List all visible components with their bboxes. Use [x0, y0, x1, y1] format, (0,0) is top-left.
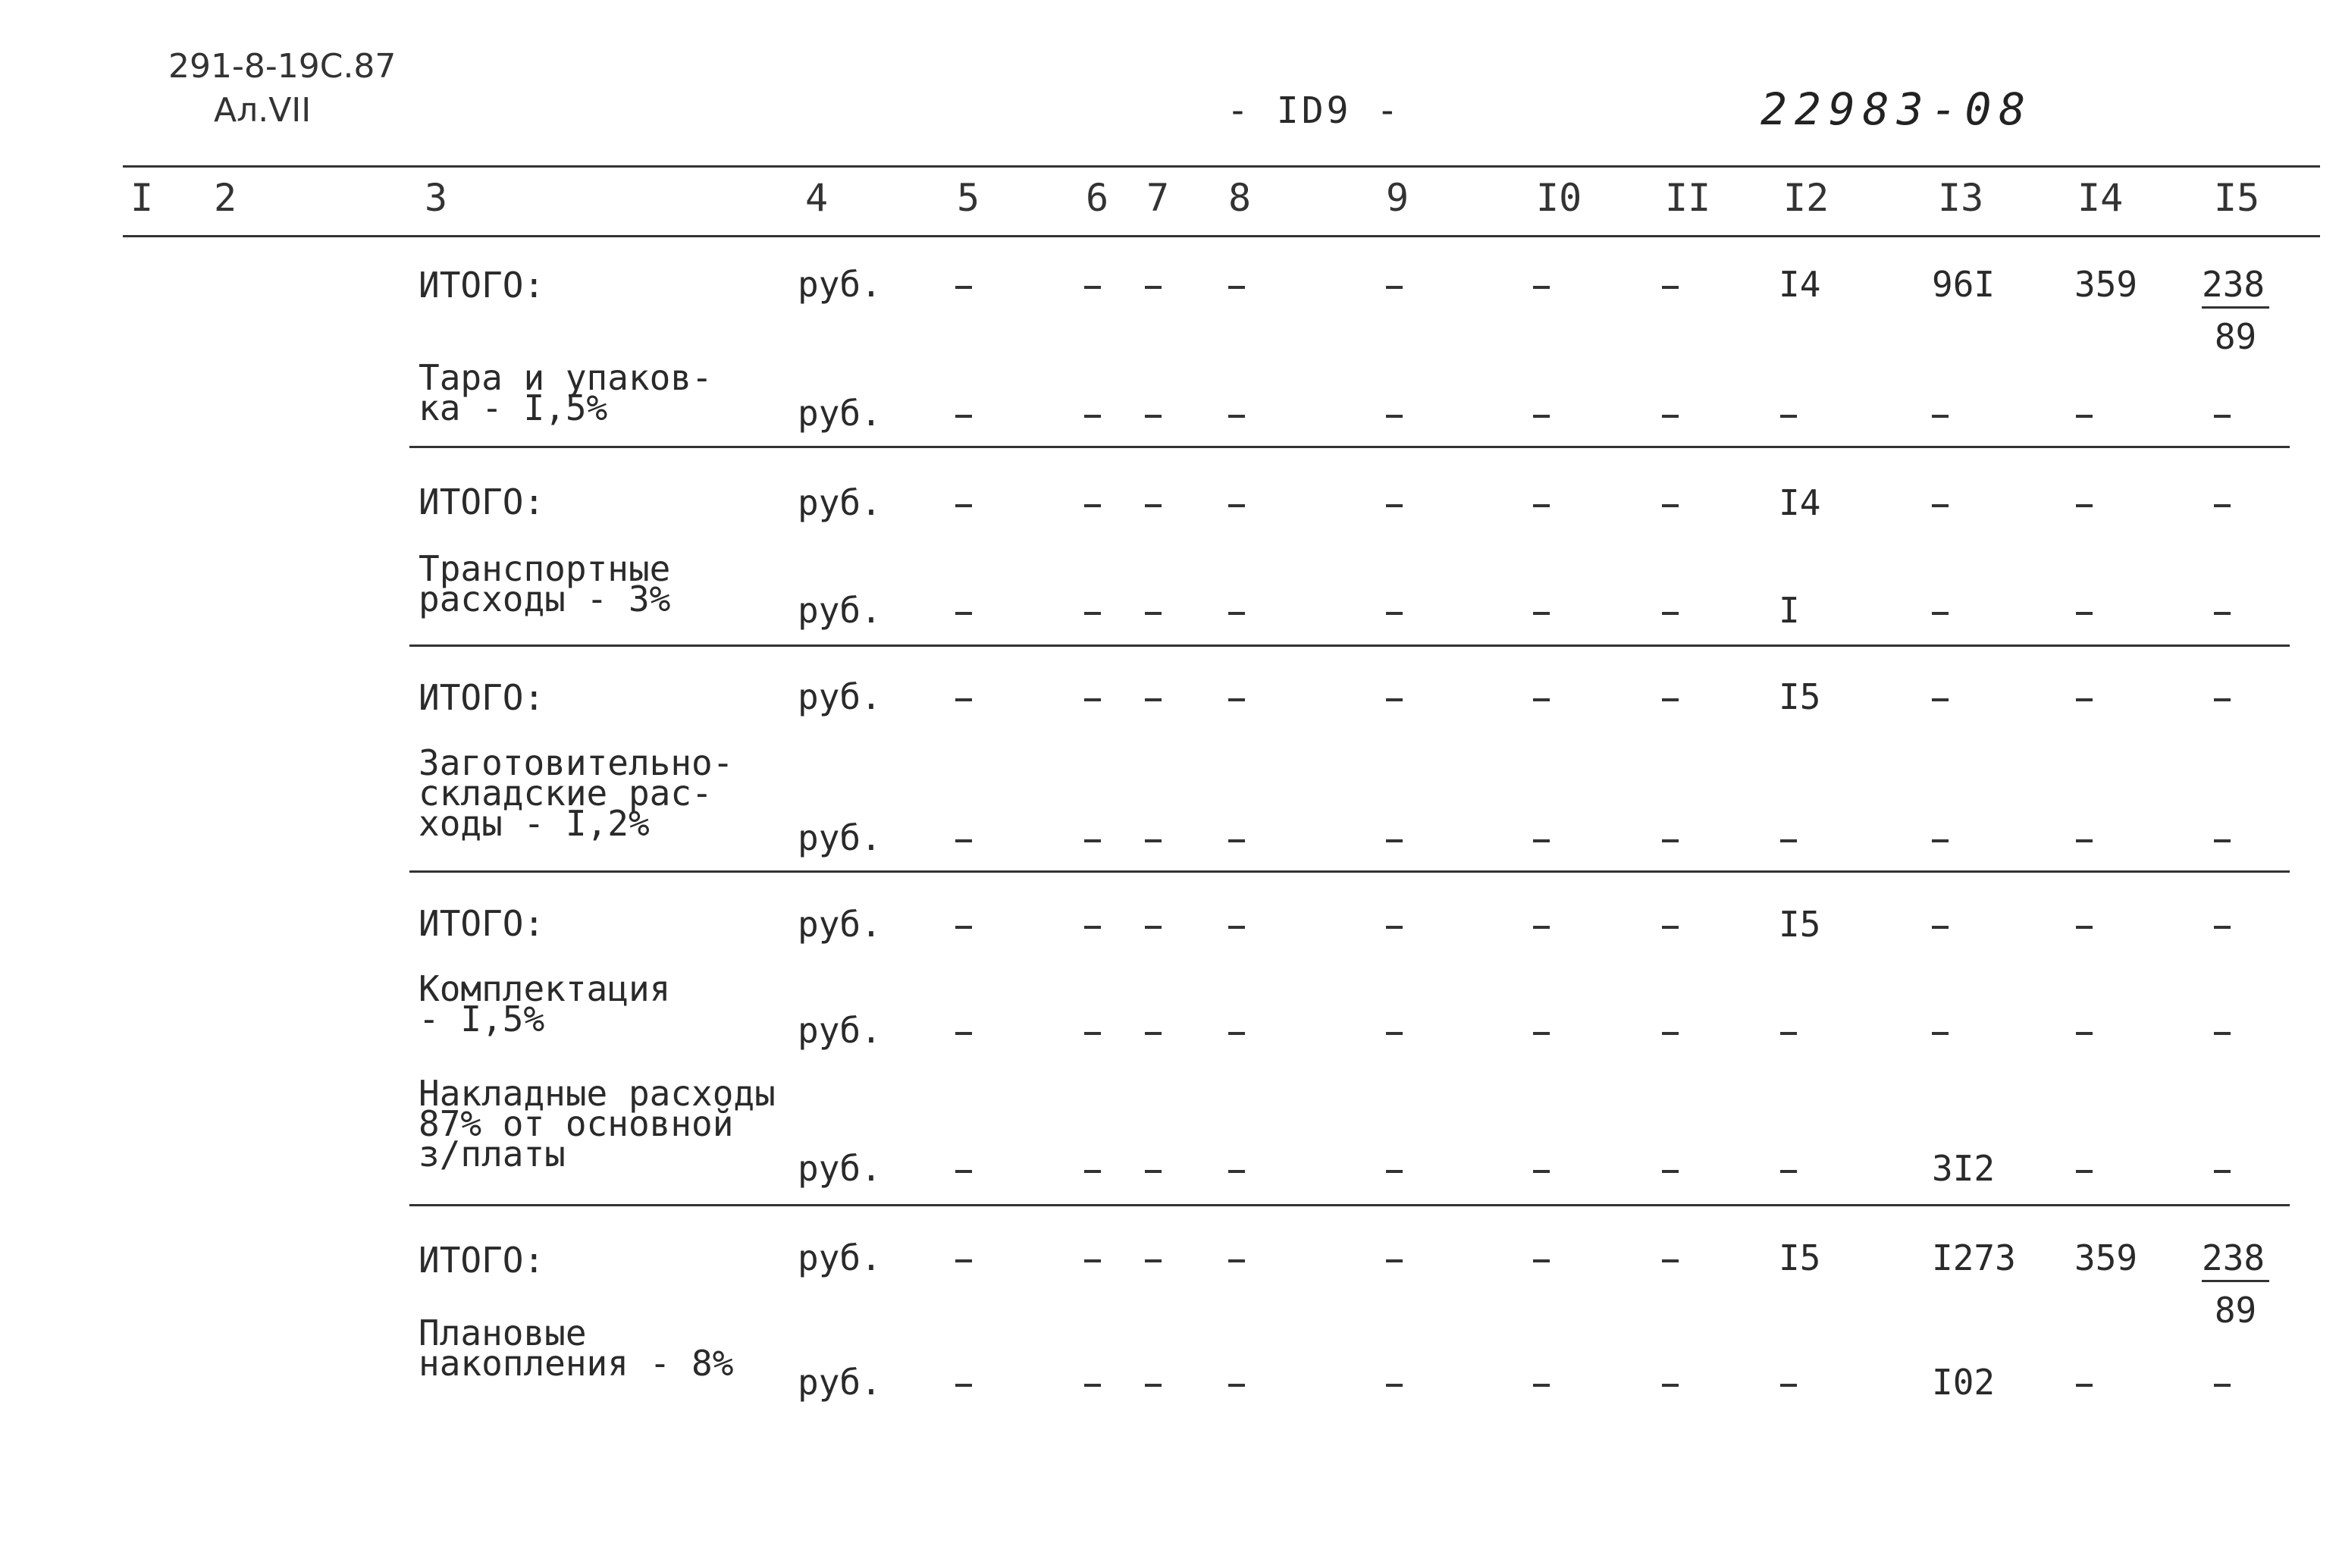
sheet-label: Ал.VII: [214, 91, 312, 130]
dash-cell: [1084, 820, 1101, 855]
dash-cell: [2076, 396, 2093, 431]
section-rule: [409, 870, 2290, 873]
dash-cell: [1228, 1151, 1245, 1186]
value-cell: I5: [1779, 1237, 1821, 1278]
row-label: ИТОГО:: [419, 265, 545, 306]
dash-cell: [1084, 1365, 1101, 1400]
dash-cell: [1386, 1365, 1403, 1400]
dash-cell: [2214, 396, 2231, 431]
dash-cell: [1084, 485, 1101, 520]
fraction-denominator: 89: [2214, 316, 2257, 357]
dash-cell: [2214, 1013, 2231, 1048]
dash-cell: [1533, 820, 1550, 855]
row-label: Заготовительно- складские рас- ходы - I,2%: [419, 742, 734, 844]
row-label: ИТОГО:: [419, 677, 545, 718]
row-label: Плановые накопления - 8%: [419, 1312, 734, 1384]
dash-cell: [2076, 679, 2093, 714]
dash-cell: [1780, 1365, 1797, 1400]
row-label: ИТОГО:: [419, 1240, 545, 1281]
row-unit: руб.: [798, 904, 882, 945]
dash-cell: [2214, 1365, 2231, 1400]
column-header-4: 4: [805, 176, 829, 220]
row-unit: руб.: [798, 1237, 882, 1278]
dash-cell: [1386, 679, 1403, 714]
dash-cell: [955, 396, 972, 431]
row-label: ИТОГО:: [419, 903, 545, 944]
dash-cell: [1533, 267, 1550, 302]
value-cell: 3I2: [1932, 1148, 1996, 1189]
row-unit: руб.: [798, 817, 882, 858]
dash-cell: [1662, 396, 1679, 431]
column-header-15: I5: [2214, 176, 2260, 220]
dash-cell: [1145, 907, 1162, 942]
dash-cell: [1386, 1013, 1403, 1048]
dash-cell: [1084, 1013, 1101, 1048]
dash-cell: [2214, 907, 2231, 942]
dash-cell: [1228, 1365, 1245, 1400]
dash-cell: [1084, 907, 1101, 942]
dash-cell: [1533, 485, 1550, 520]
column-header-7: 7: [1146, 176, 1170, 220]
dash-cell: [2214, 485, 2231, 520]
dash-cell: [1228, 396, 1245, 431]
value-cell: 96I: [1932, 264, 1996, 305]
dash-cell: [1145, 485, 1162, 520]
column-header-2: 2: [214, 176, 237, 220]
dash-cell: [1780, 1151, 1797, 1186]
row-unit: руб.: [798, 1362, 882, 1403]
value-cell: I02: [1932, 1362, 1996, 1403]
dash-cell: [1780, 396, 1797, 431]
row-unit: руб.: [798, 393, 882, 434]
dash-cell: [1145, 593, 1162, 628]
row-label: Накладные расходы 87% от основной з/платы: [419, 1073, 776, 1174]
row-label: Комплектация - I,5%: [419, 968, 671, 1040]
dash-cell: [1386, 820, 1403, 855]
fraction-cell: [2202, 264, 2269, 357]
row-label: Тара и упаков- ка - I,5%: [419, 357, 713, 428]
dash-cell: [1145, 396, 1162, 431]
dash-cell: [1932, 593, 1949, 628]
dash-cell: [955, 593, 972, 628]
dash-cell: [1932, 907, 1949, 942]
dash-cell: [1228, 593, 1245, 628]
dash-cell: [2076, 593, 2093, 628]
dash-cell: [955, 485, 972, 520]
dash-cell: [955, 267, 972, 302]
dash-cell: [1533, 1365, 1550, 1400]
dash-cell: [1662, 907, 1679, 942]
dash-cell: [1662, 1013, 1679, 1048]
value-cell: I5: [1779, 904, 1821, 945]
dash-cell: [1084, 396, 1101, 431]
header-bottom-rule: [123, 235, 2320, 237]
section-rule: [409, 1204, 2290, 1206]
dash-cell: [1662, 1151, 1679, 1186]
dash-cell: [1662, 820, 1679, 855]
fraction-cell: [2202, 1237, 2269, 1331]
dash-cell: [955, 1013, 972, 1048]
column-header-10: I0: [1536, 176, 1582, 220]
dash-cell: [1386, 1240, 1403, 1275]
dash-cell: [1228, 679, 1245, 714]
dash-cell: [2214, 593, 2231, 628]
dash-cell: [1228, 820, 1245, 855]
row-unit: руб.: [798, 264, 882, 305]
dash-cell: [1932, 1013, 1949, 1048]
value-cell: 359: [2074, 264, 2138, 305]
column-header-14: I4: [2077, 176, 2124, 220]
dash-cell: [1228, 485, 1245, 520]
dash-cell: [2076, 1365, 2093, 1400]
dash-cell: [1145, 679, 1162, 714]
value-cell: I5: [1779, 676, 1821, 717]
row-label: ИТОГО:: [419, 481, 545, 522]
dash-cell: [1662, 267, 1679, 302]
row-unit: руб.: [798, 676, 882, 717]
dash-cell: [1145, 1151, 1162, 1186]
dash-cell: [955, 1240, 972, 1275]
dash-cell: [1533, 1240, 1550, 1275]
dash-cell: [1145, 1240, 1162, 1275]
dash-cell: [1386, 1151, 1403, 1186]
document-number: 22983-08: [1761, 83, 2033, 135]
dash-cell: [1662, 1240, 1679, 1275]
row-unit: руб.: [798, 1148, 882, 1189]
column-header-6: 6: [1086, 176, 1109, 220]
dash-cell: [1932, 485, 1949, 520]
dash-cell: [1533, 1151, 1550, 1186]
value-cell: I273: [1932, 1237, 2016, 1278]
dash-cell: [1386, 593, 1403, 628]
dash-cell: [1386, 267, 1403, 302]
dash-cell: [2214, 679, 2231, 714]
dash-cell: [1662, 679, 1679, 714]
page-number: - ID9 -: [1227, 89, 1402, 132]
dash-cell: [1084, 267, 1101, 302]
fraction-denominator: 89: [2214, 1290, 2257, 1331]
value-cell: I: [1779, 590, 1800, 631]
dash-cell: [955, 820, 972, 855]
dash-cell: [2076, 1013, 2093, 1048]
dash-cell: [1228, 907, 1245, 942]
dash-cell: [1386, 907, 1403, 942]
section-rule: [409, 644, 2290, 647]
column-header-1: I: [130, 176, 154, 220]
dash-cell: [1084, 1151, 1101, 1186]
column-header-9: 9: [1386, 176, 1409, 220]
dash-cell: [2076, 1151, 2093, 1186]
column-header-5: 5: [957, 176, 980, 220]
stamp-code: 291-8-19С.87: [168, 47, 397, 86]
column-header-3: 3: [425, 176, 448, 220]
value-cell: I4: [1779, 264, 1821, 305]
row-unit: руб.: [798, 482, 882, 523]
dash-cell: [1533, 593, 1550, 628]
dash-cell: [1932, 679, 1949, 714]
dash-cell: [1084, 679, 1101, 714]
dash-cell: [1228, 1013, 1245, 1048]
dash-cell: [955, 907, 972, 942]
dash-cell: [2076, 820, 2093, 855]
fraction-numerator: 238: [2202, 1240, 2269, 1282]
row-label: Транспортные расходы - 3%: [419, 548, 671, 619]
fraction-numerator: 238: [2202, 267, 2269, 309]
dash-cell: [1662, 593, 1679, 628]
dash-cell: [1084, 1240, 1101, 1275]
dash-cell: [1145, 820, 1162, 855]
column-header-13: I3: [1938, 176, 1984, 220]
row-unit: руб.: [798, 590, 882, 631]
header-top-rule: [123, 165, 2320, 168]
dash-cell: [955, 1151, 972, 1186]
dash-cell: [2214, 1151, 2231, 1186]
column-header-12: I2: [1783, 176, 1829, 220]
dash-cell: [1533, 907, 1550, 942]
column-header-8: 8: [1228, 176, 1252, 220]
dash-cell: [1662, 485, 1679, 520]
dash-cell: [1145, 267, 1162, 302]
section-rule: [409, 446, 2290, 448]
dash-cell: [1780, 820, 1797, 855]
column-header-11: II: [1665, 176, 1711, 220]
dash-cell: [1780, 1013, 1797, 1048]
dash-cell: [1533, 1013, 1550, 1048]
dash-cell: [1145, 1365, 1162, 1400]
dash-cell: [2214, 820, 2231, 855]
dash-cell: [1145, 1013, 1162, 1048]
dash-cell: [1228, 1240, 1245, 1275]
dash-cell: [955, 679, 972, 714]
value-cell: 359: [2074, 1237, 2138, 1278]
dash-cell: [1533, 396, 1550, 431]
dash-cell: [1533, 679, 1550, 714]
dash-cell: [2076, 907, 2093, 942]
dash-cell: [1932, 396, 1949, 431]
value-cell: I4: [1779, 482, 1821, 523]
dash-cell: [1228, 267, 1245, 302]
dash-cell: [2076, 485, 2093, 520]
dash-cell: [1084, 593, 1101, 628]
dash-cell: [1932, 820, 1949, 855]
dash-cell: [1662, 1365, 1679, 1400]
dash-cell: [1386, 396, 1403, 431]
row-unit: руб.: [798, 1010, 882, 1051]
dash-cell: [955, 1365, 972, 1400]
dash-cell: [1386, 485, 1403, 520]
